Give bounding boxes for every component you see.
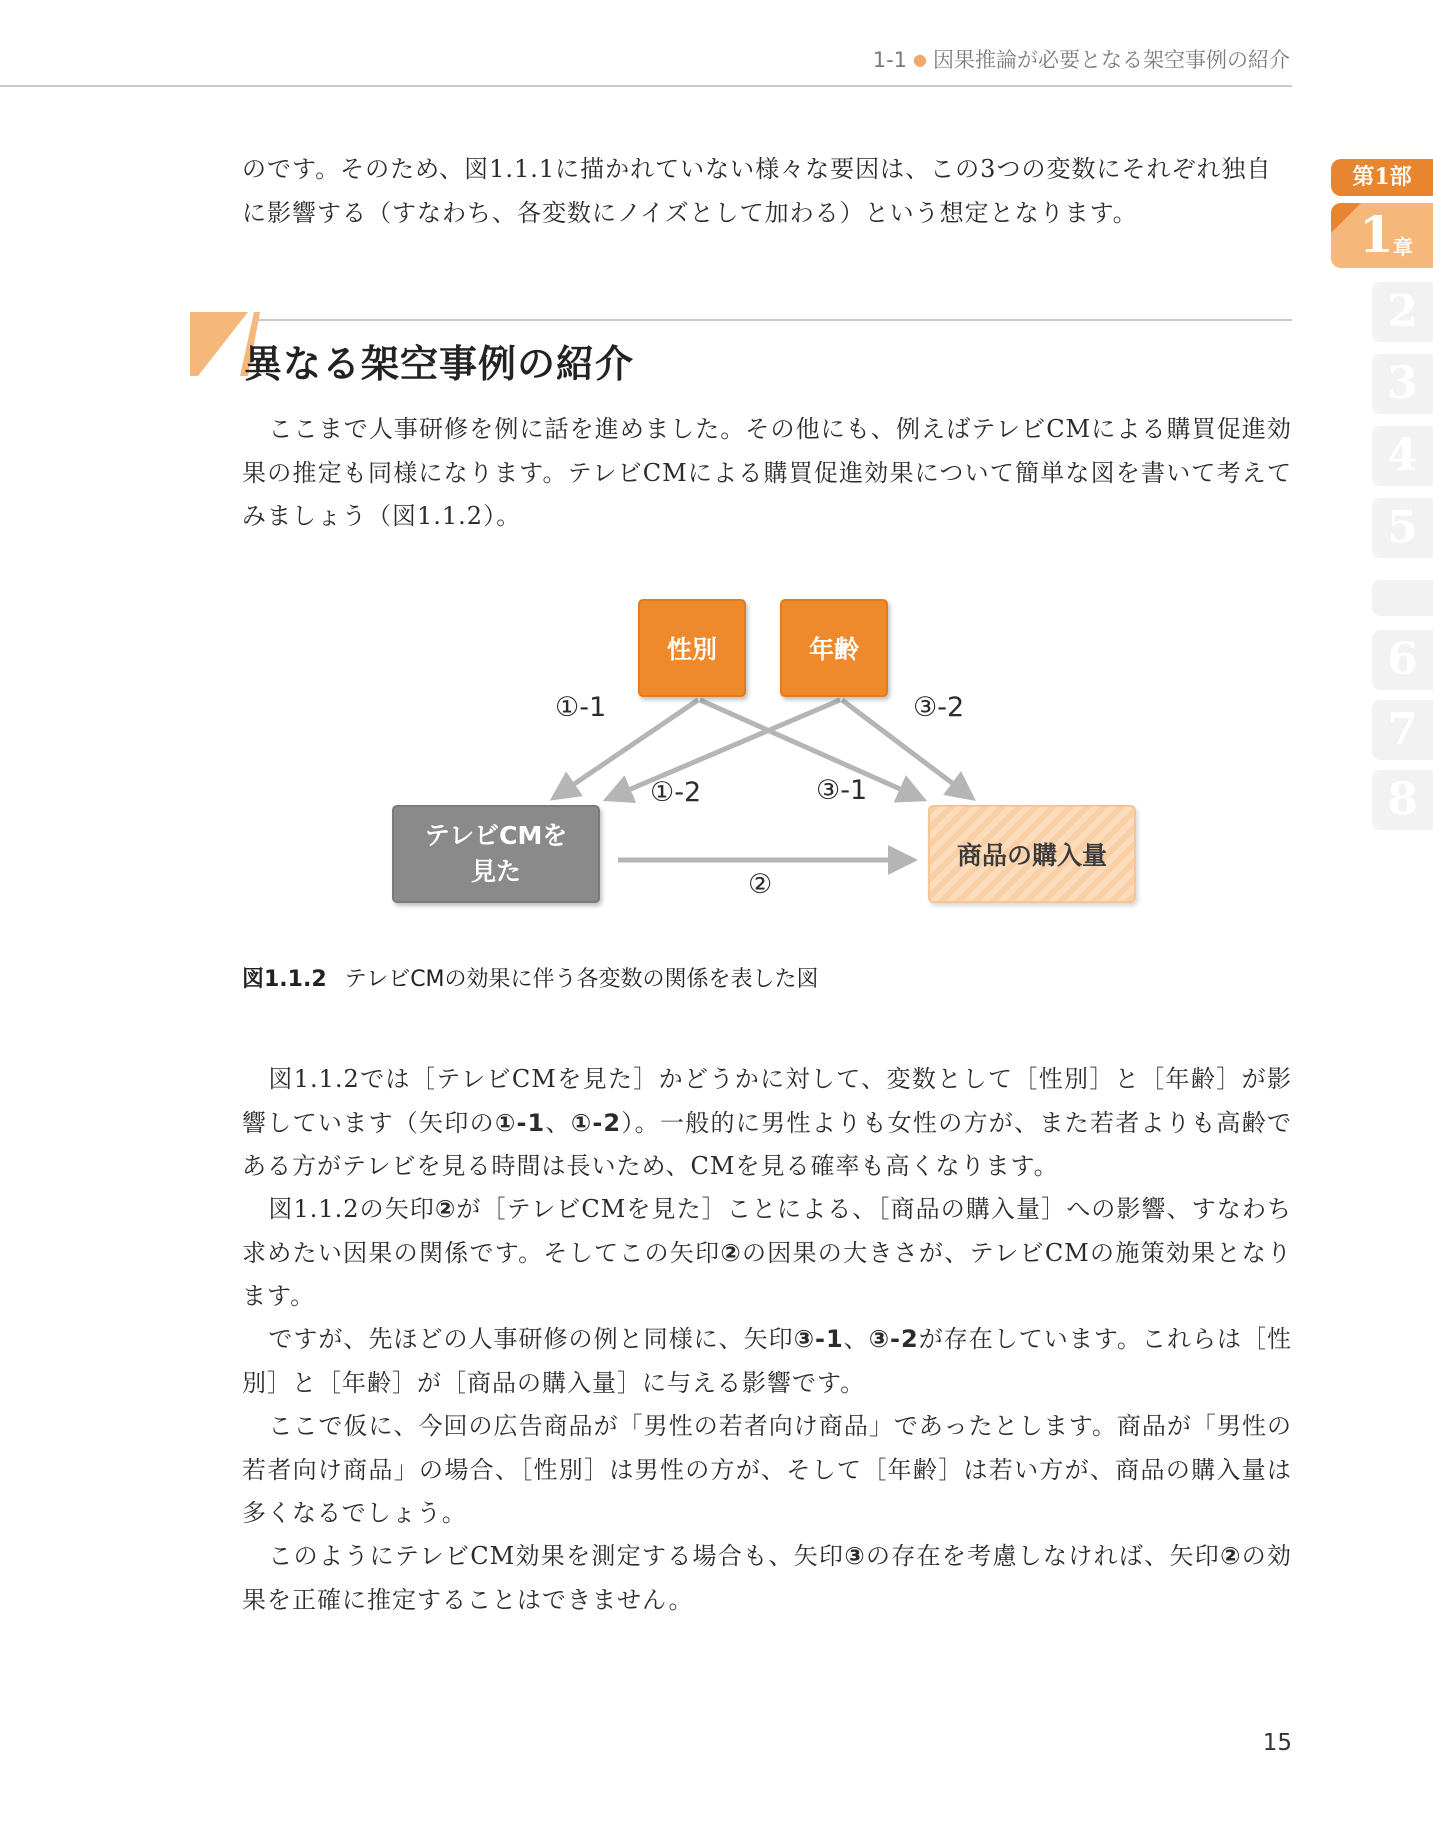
tab-blank[interactable] [1372, 580, 1433, 616]
p6-text-d: の効果を正確に推定することはできません。 [242, 1542, 1292, 1614]
header-section-title: 因果推論が必要となる架空事例の紹介 [933, 48, 1290, 72]
tab-chapter-1[interactable] [1331, 203, 1433, 268]
figure-1-1-2 [380, 585, 1160, 915]
intro-line-1: のです。そのため、図1.1.1に描かれていない様々な要因は、この3つの変数にそれぞれ独自 [242, 155, 1272, 183]
body-paragraph-5: ここで仮に、今回の広告商品が「男性の若者向け商品」であったとします。商品が「男性の若者向け商品」の場合、［性別］は男性の方が、そして［年齢］は若い方が、商品の購入量は多くなるでしょう。 [242, 1412, 1292, 1527]
p3-ref-2a: ② [434, 1195, 457, 1223]
node-tv-cm-line-1: テレビCMを [424, 821, 568, 850]
tab-chapter-7[interactable]: 7 [1372, 700, 1433, 760]
node-tv-cm-line-2: 見た [470, 857, 521, 886]
p2-text-c: ）。一般的に男性よりも女性の方が、また若者よりも高齢である方がテレビを見る時間は長いため、CMを見る確率も高くなります。 [242, 1108, 1293, 1180]
body-paragraph-3 [242, 1188, 1292, 1319]
tab-chapter-1-number: 1 [1359, 205, 1394, 264]
tab-chapter-8[interactable]: 8 [1372, 770, 1433, 830]
tab-chapter-1-label: 章 [1393, 235, 1413, 259]
tab-chapter-4[interactable]: 4 [1372, 426, 1433, 486]
p3-text-a: 図1.1.2の矢印 [268, 1195, 435, 1223]
p6-text-a: このようにテレビCM効果を測定する場合も、矢印 [268, 1542, 845, 1570]
figure-caption-number: 図1.1.2 [242, 967, 327, 992]
section-rule [254, 319, 1292, 321]
running-header [0, 44, 1290, 74]
p4-text-c: が存在しています。これらは［性別］と［年齢］が［商品の購入量］に与える影響です。 [242, 1325, 1293, 1397]
edge-label-2: ② [748, 869, 773, 900]
p4-ref-3-1: ③-1 [793, 1325, 844, 1353]
header-bullet-icon: ● [913, 50, 927, 69]
tab-chapter-2[interactable]: 2 [1372, 282, 1433, 342]
p6-text-c: の存在を考慮しなければ、矢印 [865, 1542, 1221, 1570]
header-section-number: 1-1 [872, 48, 908, 72]
p6-ref-2: ② [1220, 1542, 1242, 1570]
tab-corner-triangle [1331, 203, 1361, 233]
edge-label-1-1: ①-1 [555, 692, 607, 723]
edge-label-1-2: ①-2 [650, 777, 702, 808]
edge-label-3-2: ③-2 [913, 692, 965, 723]
p3-text-c: が［テレビCMを見た］ことによる、［商品の購入量］への影響、すなわち求めたい因果の関係です。そしてこの矢印 [242, 1195, 1292, 1267]
figure-caption-text: テレビCMの効果に伴う各変数の関係を表した図 [344, 967, 819, 992]
p6-ref-3: ③ [844, 1542, 866, 1570]
section-heading: 異なる架空事例の紹介 [244, 342, 635, 386]
tab-chapter-3[interactable]: 3 [1372, 354, 1433, 414]
section-paragraph-1: ここまで人事研修を例に話を進めました。その他にも、例えばテレビCMによる購買促進効果の推定も同様になります。テレビCMによる購買促進効果について簡単な図を書いて考えてみましょう（図1.1.2）。 [242, 415, 1292, 530]
figure-caption [242, 962, 819, 993]
body-paragraph-4 [242, 1318, 1292, 1405]
body-paragraph-2 [242, 1058, 1292, 1189]
p2-separator: 、 [545, 1108, 571, 1137]
p4-text-a: ですが、先ほどの人事研修の例と同様に、矢印 [268, 1325, 794, 1353]
p3-ref-2b: ② [720, 1238, 742, 1267]
p4-separator: 、 [843, 1325, 869, 1353]
intro-line-2: に影響する（すなわち、各変数にノイズとして加わる）という想定となります。 [242, 198, 1138, 227]
p2-text-a: 図1.1.2では［テレビCMを見た］かどうかに対して、変数として［性別］と［年齢］が影響しています（矢印の [242, 1065, 1292, 1137]
p2-ref-1-1: ①-1 [494, 1108, 546, 1137]
node-gender: 性別 [638, 599, 746, 697]
tab-part-1[interactable]: 第1部 [1331, 159, 1433, 196]
body-paragraph-6 [242, 1535, 1292, 1622]
tab-chapter-5[interactable]: 5 [1372, 498, 1433, 558]
tab-chapter-6[interactable]: 6 [1372, 630, 1433, 690]
node-tv-cm [392, 805, 600, 903]
node-purchase: 商品の購入量 [928, 805, 1136, 903]
intro-paragraph [242, 148, 1292, 235]
p2-ref-1-2: ①-2 [570, 1108, 622, 1137]
header-rule [0, 85, 1292, 87]
node-age: 年齢 [780, 599, 888, 697]
p3-text-d: の因果の大きさが、テレビCMの施策効果となります。 [242, 1238, 1292, 1310]
page-number: 15 [1262, 1730, 1292, 1756]
p4-ref-3-2: ③-2 [868, 1325, 919, 1353]
edge-label-3-1: ③-1 [816, 775, 868, 806]
